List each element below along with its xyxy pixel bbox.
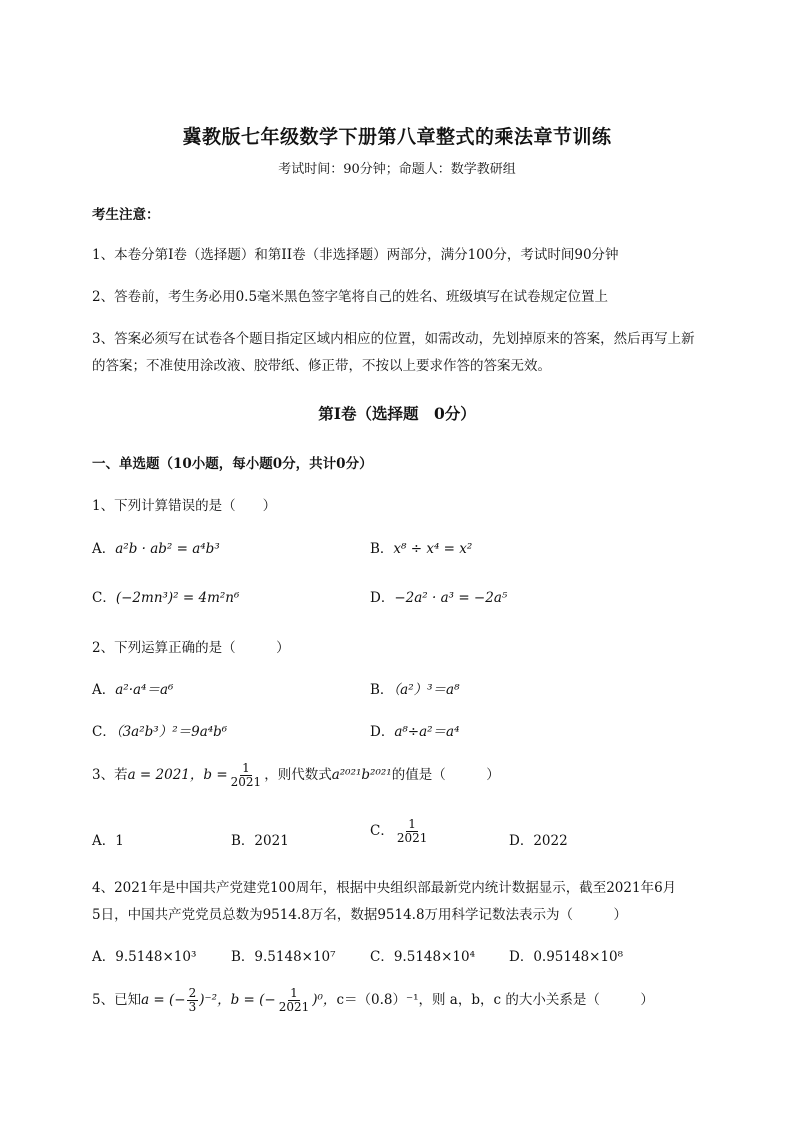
notice-item-1: 1、本卷分第I卷（选择题）和第II卷（非选择题）两部分，满分100分，考试时间90分钟	[92, 247, 619, 263]
q3-b-fraction: $\frac{1}{2021}$	[230, 761, 262, 789]
q2-option-b[interactable]: B．（a²）³＝a⁸	[370, 682, 460, 698]
notice-item-3: 3、答案必须写在试卷各个题目指定区域内相应的位置，如需改动，先划掉原来的答案，然后再写上新	[92, 331, 695, 347]
q5-a-fraction: $\frac{2}{3}$	[188, 986, 197, 1014]
notice-heading: 考生注意：	[92, 207, 160, 223]
q5-b-fraction: $\frac{1}{2021}$	[278, 986, 310, 1014]
question-2-stem: 2、下列运算正确的是（ ）	[92, 640, 290, 656]
q4-option-b[interactable]: B．9.5148×10⁷	[231, 949, 336, 965]
part-heading: 一、单选题（10小题，每小题0分，共计0分）	[92, 456, 373, 472]
q1-option-b-expr: x⁸ ÷ x⁴ = x²	[393, 541, 473, 557]
q3-option-b[interactable]: B．2021	[231, 833, 289, 849]
q2-option-d[interactable]: D．a⁸÷a²＝a⁴	[370, 724, 460, 740]
q2-option-c[interactable]: C．（3a²b³）²＝9a⁴b⁶	[92, 724, 228, 740]
question-4-stem-line1: 4、2021年是中国共产党建党100周年，根据中央组织部最新党内统计数据显示，截至2021年6月	[92, 880, 677, 896]
q1-option-c[interactable]: C．(−2mn³)² = 4m²n⁶	[92, 590, 240, 606]
q4-option-d[interactable]: D．0.95148×10⁸	[509, 949, 624, 965]
q2-option-a-expr: a²·a⁴＝a⁶	[115, 682, 174, 698]
q3-option-c[interactable]: C． $\frac{1}{2021}$	[370, 817, 428, 845]
notice-item-2: 2、答卷前，考生务必用0.5毫米黑色签字笔将自己的姓名、班级填写在试卷规定位置上	[92, 289, 609, 305]
section-title: 第I卷（选择题 0分）	[318, 404, 476, 423]
question-5-stem: 5、已知a = (− $\frac{2}{3}$ )⁻²，b = (− $\frac{1}{2021}$ )⁰，c＝（0.8）⁻¹，则 a，b，c 的大小关系是（ ）	[92, 986, 654, 1014]
q1-option-d[interactable]: D．−2a² · a³ = −2a⁵	[370, 590, 508, 606]
question-1-stem: 1、下列计算错误的是（ ）	[92, 498, 277, 514]
q1-option-c-expr: (−2mn³)² = 4m²n⁶	[115, 590, 240, 606]
q4-option-a[interactable]: A．9.5148×10³	[92, 949, 197, 965]
q4-option-c[interactable]: C．9.5148×10⁴	[370, 949, 475, 965]
q1-option-b[interactable]: B．x⁸ ÷ x⁴ = x²	[370, 541, 473, 557]
q2-option-a[interactable]: A．a²·a⁴＝a⁶	[92, 682, 174, 698]
q3-option-c-fraction: $\frac{1}{2021}$	[396, 817, 428, 845]
exam-info: 考试时间：90分钟；命题人：数学教研组	[278, 162, 516, 177]
q1-option-a-expr: a²b · ab² = a⁴b³	[115, 541, 220, 557]
q2-option-d-expr: a⁸÷a²＝a⁴	[394, 724, 460, 740]
q1-option-a[interactable]: A．a²b · ab² = a⁴b³	[92, 541, 220, 557]
q3-option-a[interactable]: A．1	[92, 833, 124, 849]
q2-option-b-expr: （a²）³＝a⁸	[393, 682, 460, 698]
question-3-stem: 3、若a = 2021，b = $\frac{1}{2021}$ ，则代数式a²⁰²¹b²⁰²¹的值是（ ）	[92, 761, 500, 789]
question-4-stem-line2: 5日，中国共产党党员总数为9514.8万名，数据9514.8万用科学记数法表示为（ ）	[92, 907, 628, 923]
q3-option-d[interactable]: D．2022	[509, 833, 568, 849]
notice-item-3-cont: 的答案；不准使用涂改液、胶带纸、修正带，不按以上要求作答的答案无效。	[92, 358, 551, 374]
page-title: 冀教版七年级数学下册第八章整式的乘法章节训练	[182, 126, 612, 148]
q2-option-c-expr: （3a²b³）²＝9a⁴b⁶	[115, 724, 228, 740]
q1-option-d-expr: −2a² · a³ = −2a⁵	[394, 590, 508, 606]
